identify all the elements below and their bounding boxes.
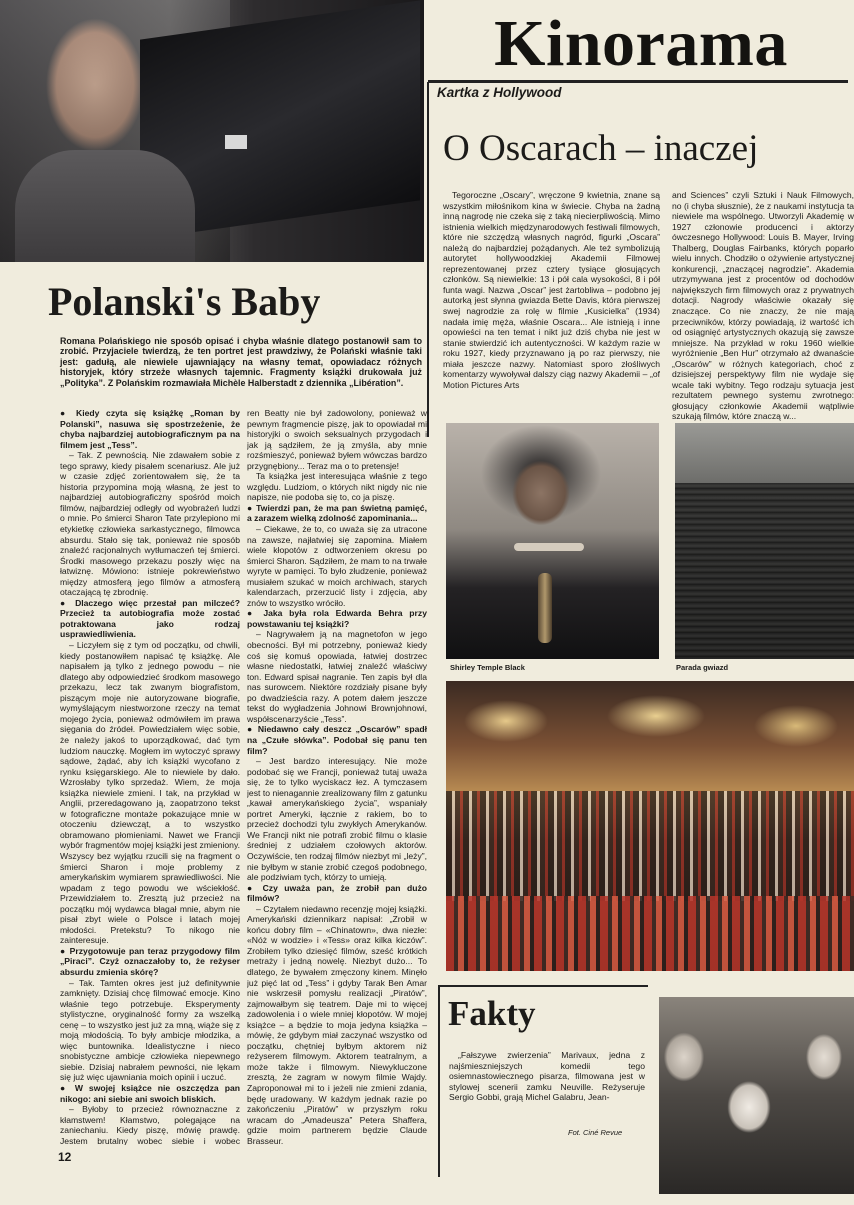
masthead-rule xyxy=(428,80,848,83)
interview-paragraph: – Ciekawe, że to, co uważa się za utracone na zawsze, najłatwiej się zapomina. Miałem wiele kłopotów z odtworzeniem okresu po śmierci Sharon. Sądziłem, że mam to na trwałe wyryte w pamięci. To było złudzenie, ponieważ musiałem szukać w moich archiwach, starych kalendarzach, przerzucić listy i zdjęcia, aby znów to wszystko wróciło. xyxy=(247,524,427,608)
fakty-rule-left xyxy=(438,985,440,1177)
oscar-col1: Tegoroczne „Oscary”, wręczone 9 kwietnia, znane są wszystkim miłośnikom kina w świecie. Chyba na żadną inną nagrodę nie czeka się z taką niecierpliwością. Mimo istnienia wielkich międzynarodowych festiwali filmowych, które nie szczędzą własnych nagród, figurki „Oscara” należą do najbardziej pożądanych. Ale też symbolizują autorytet hollywoodzkiej Akademii Filmowej reprezentowanej przez cztery tysiące głosujących członków. Są niewielkie: 13 i pół cala wysokości, 8 i pół funta wagi. Nazwa „Oscar” jest żartobliwa – podobno jej autorką jest słynna gwiazda Bette Davis, która pierwszej swej nagrodzie za rolę w filmie „Kusicielka” (1934) nadała imię męża, właśnie Oscara... Ale istnieją i inne opowieści na ten temat i nikt już dziś chyba nie jest w stanie stwierdzić ich autentyczności. W każdym razie w roku 1927, kiedy przyznawano ją po raz pierwszy, nie miała jeszcze nazwy. Natomiast sporo złośliwych komentarzy wywoływał dalszy ciąg nazwy Akademii – „of Motion Pictures Arts xyxy=(443,190,660,390)
oscar-stage-photo xyxy=(446,681,854,971)
interview-paragraph: – Liczyłem się z tym od początku, od chwili, kiedy postanowiłem napisać tę książkę. Ale napisałem ją tylko z jednego powodu – nie dlatego aby odpowiedzieć środkom masowego przekazu, lecz tak zwanym biografistom, piszącym moje nie autoryzowane biografie, wymyślającym niestworzone rzeczy na temat mojego życia, ponieważ odmówiłem im prawa sięgania do źródeł. Powiedziałem więc sobie, że należy jakoś to uporządkować, dać tym ludziom nauczkę. Mogłem im wytoczyć sprawy sądowe, żądać, aby ich książki wycofano z rynku księgarskiego. Ale to niewiele by dało. Wzrosłaby tylko sprzedaż. Wiem, że moja książka niewiele zmieni. I tak, na przykład w Anglii, przeredagowano ją, zaopatrzono tekst w fotograficzne montaże pokazujące mnie w otoczeniu dziewcząt, a to wszystko obramowano płomieniami. Nawet we Francji wybór fragmentów mojej książki jest zmieniony. Wszyscy bez wyjątku rzucili się na fragment o śmierci Sharon i moje problemy z amerykańskim wymiarem sprawiedliwości. Nie wpadam z tego powodu we wściekłość. Przewidziałem to. Zresztą już przecież na początku mój wydawca błagał mnie, abym nie pisał zbyt wiele o Polsce i latach mojej młodości. Pretekstu? To nikogo nie zainteresuje. xyxy=(60,640,240,946)
interview-paragraph: – Tak. Tamten okres jest już definitywnie zamknięty. Dzisiaj chcę filmować emocje. Kino właśnie tego potrzebuje. Eksperymenty stylistyczne, oryginalność formy za wszelką cenę – to wszystko jest już za mną, wiąże się z moją młodością. To były ambicje młodzika, a więc buntownika. Idealistyczne i nieco snobistyczne ambicje człowieka niepewnego siebie. Dzisiaj nabrałem pewności, nie lękam się już więc ujawniania moich opinii i uczuć. xyxy=(60,977,240,1083)
polanski-headline: Polanski's Baby xyxy=(48,279,321,324)
fakty-photo xyxy=(659,997,854,1194)
fakty-headline: Fakty xyxy=(448,994,536,1033)
interview-paragraph: – Byłoby to przecież równoznaczne z kłamstwem! Kłamstwo, polegające na zaniechaniu. Kiedy piszę, mówię prawdę. Jestem brutalny wobec siebie i wobec xyxy=(60,1104,240,1145)
fakty-photo-credit: Fot. Ciné Revue xyxy=(568,1128,623,1137)
masthead-title: Kinorama xyxy=(494,7,788,80)
interview-question: ● Czy uważa pan, że zrobił pan dużo filmów? xyxy=(247,883,427,904)
interview-question: ● Twierdzi pan, że ma pan świetną pamięć, a zarazem wielką zdolność zapominania... xyxy=(247,503,427,524)
parada-gwiazd-photo xyxy=(675,423,854,659)
fakty-rule-top xyxy=(438,985,648,987)
polanski-col2 xyxy=(247,408,427,1145)
interview-question: ● Niedawno cały deszcz „Oscarów” spadł na „Czułe słówka”. Podobał się panu ten film? xyxy=(247,724,427,756)
oscar-headline: O Oscarach – inaczej xyxy=(443,128,759,169)
polanski-photo xyxy=(0,0,424,262)
polanski-col1 xyxy=(60,408,240,1145)
interview-paragraph: Ta książka jest interesująca właśnie z tego względu. Ludziom, o których nikt nigdy nic nie napisze, nie podoba się to, co ja piszę. xyxy=(247,471,427,503)
interview-paragraph: – Jest bardzo interesujący. Nie może podobać się we Francji, ponieważ tutaj uważa się, że to tylko wyciskacz łez. A tymczasem jest to nienagannie zrealizowany film z gatunku „kawał amerykańskiego życia”, wspaniały portret Ameryki, łącznie z rakiem, bo to przecież dochodzi tylu zwykłych Amerykanów. We Francji nikt nie potrafi zrobić filmu o klasie średniej z udziałem czołowych aktorów. Oczywiście, ten rodzaj filmów niezbyt mi „leży”, nie byłbym w stanie zrobić czegoś podobnego, ale podziwiam tych, którzy to umieją. xyxy=(247,756,427,883)
polanski-intro: Romana Polańskiego nie sposób opisać i chyba właśnie dlatego postanowił sam to zrobić. Przyjaciele twierdzą, że ten portret jest prawdziwy, że Polański właśnie taki jest: gadułą, ale niewiele ujawniający na własny temat, opowiadacz różnych historyjek, który strzeże własnych tajemnic. Fragmenty książki drukowała już „Polityka”. Z Polańskim rozmawiała Michèle Halberstadt z dziennika „Libération”. xyxy=(60,336,422,388)
fakty-text: „Fałszywe zwierzenia” Marivaux, jedna z najśmieszniejszych komedii tego osiemnastowiecznego pisarza, filmowana jest w stylowej scenerii zamku Neuville. Reżyseruje Sergio Gobbi, grają Michel Galabru, Jean- xyxy=(449,1050,645,1103)
shirley-temple-photo xyxy=(446,423,659,659)
caption-shirley: Shirley Temple Black xyxy=(450,663,525,672)
interview-question: ● Jaka była rola Edwarda Behra przy powstawaniu tej książki? xyxy=(247,608,427,629)
interview-paragraph: ren Beatty nie był zadowolony, ponieważ w pewnym fragmencie piszę, jak to opowiadał mi historyjki o swoich seksualnych przygodach i jak ją sądziłem, że ją zmyśla, aby mnie rozśmieszyć, ponieważ byłem wówczas bardzo przygnębiony... Teraz ma o to pretensje! xyxy=(247,408,427,471)
interview-question: ● W swojej książce nie oszczędza pan nikogo: ani siebie ani swoich bliskich. xyxy=(60,1083,240,1104)
interview-paragraph: – Nagrywałem ją na magnetofon w jego obecności. Był mi potrzebny, ponieważ kiedy coś się komuś opowiada, łatwiej dostrzec własne niedostatki, łatwiej znaleźć właściwy ton. Edward spisał nagranie. Ten zapis był dla nas surowcem. Niektóre rozdziały pisane były po dwadzieścia razy. A potem dałem jeszcze tekst do wygładzenia Johnowi Brownjohnowi, współscenarzyście „Tess”. xyxy=(247,629,427,724)
interview-question: ● Kiedy czyta się książkę „Roman by Polanski”, nasuwa się spostrzeżenie, że chyba najbardziej autobiograficznym pa na filmem jest „Tess”. xyxy=(60,408,240,450)
section-label: Kartka z Hollywood xyxy=(437,85,562,100)
caption-parada: Parada gwiazd xyxy=(676,663,729,672)
interview-paragraph: – Tak. Z pewnością. Nie zdawałem sobie z tego sprawy, kiedy pisałem scenariusz. Ale już w czasie zdjęć zorientowałem się, że ta historia przypomina moją własną, że jest to najbardziej autobiograficzny spośród moich filmów, najbardziej odległy od wyobrażeń ludzi o mnie. Po śmierci Sharon Tate przylepiono mi etykietkę człowieka sarkastycznego, filmowca absurdu. Stało się tak, ponieważ nie sposób znaleźć racjonalnych wytłumaczeń tej śmierci. Środki masowego przekazu poszły więc na łatwiznę. Mówiono: istnieje pokrewieństwo między atmosferą jego filmów a atmosferą otaczającą tę zbrodnię. xyxy=(60,450,240,598)
interview-question: ● Dlaczego więc przestał pan milczeć? Przecież ta autobiografia może zostać potraktowana jako rodzaj usprawiedliwienia. xyxy=(60,598,240,640)
interview-paragraph: – Czytałem niedawno recenzję mojej książki. Amerykański dziennikarz napisał: „Zrobił w końcu dobry film – «Chinatown», dwa niezłe: «Nóż w wodzie» i «Tess» oraz kilka kiczów”. Zrobiłem tylko dziesięć filmów, sześć krótkich metraży i jedną nowelę. Niezbyt dużo... To dlatego, że bywałem zmęczony kinem. Minęło już pięć lat od „Tess” i gdyby Tarak Ben Amar nie wskrzesił pomysłu realizacji „Piratów”, zajmowałbym się teatrem. Daje mi to więcej zadowolenia i o wiele mniej kłopotów. W mojej książce – a będzie to moja jedyna książka – mówię, że gdybym miał zaczynać wszystko od początku, chętniej byłbym aktorem niż reżyserem filmowym. Aktorem teatralnym, a może także i filmowym. Niewykluczone zresztą, że zagram w nowym filmie Wajdy. Zaproponował mi to i jeżeli nie zmieni zdania, będę uradowany. W każdym jednak razie po zakończeniu „Piratów” w przyszłym roku wracam do „Amadeusza” Petera Shaffera, gdzie moim partnerem będzie Claude Brasseur. xyxy=(247,903,427,1145)
page-number: 12 xyxy=(58,1150,72,1164)
section-divider-vertical xyxy=(427,82,429,437)
oscar-col2: and Sciences” czyli Sztuki i Nauk Filmowych, no (i chyba słusznie), że z naukami instytucja ta niewiele ma wspólnego. Utworzyli Akademię w 1927 członowie producenci i aktorzy ówczesnego Hollywood: Louis B. Mayer, Irving Thalberg, Douglas Fairbanks, których poparło wielu innych. Chodziło o ożywienie artystycznej konkurencji, „znaczącej nagrodzie”. Akademia utrzymywana jest z procentów od dochodów największych firm filmowych oraz z prywatnych dotacji. Nagrody właściwie okazały się znaczące. Co nie znaczy, że nie mają przeciwników, którzy powiadają, iż wartość ich od osiągnięć artystycznych okazują się zawsze mniejsze. Na przykład w roku 1960 wielkie wyróżnienie „Ben Hur” otrzymało aż dwanaście „Oscarów” w różnych kategoriach, choć z dzisiejszej perspektywy film nie wydaje się wcale taki wybitny. Tego rodzaju sytuacja jest rezultatem pewnego systemu zwrotnego: głosujący członkowie Akademii wątpliwie szukają filmów, które znaczą w... xyxy=(672,190,854,422)
interview-question: ● Przygotowuje pan teraz przygodowy film „Piraci”. Czyż oznaczałoby to, że reżyser absurdu zmienia skórę? xyxy=(60,946,240,978)
